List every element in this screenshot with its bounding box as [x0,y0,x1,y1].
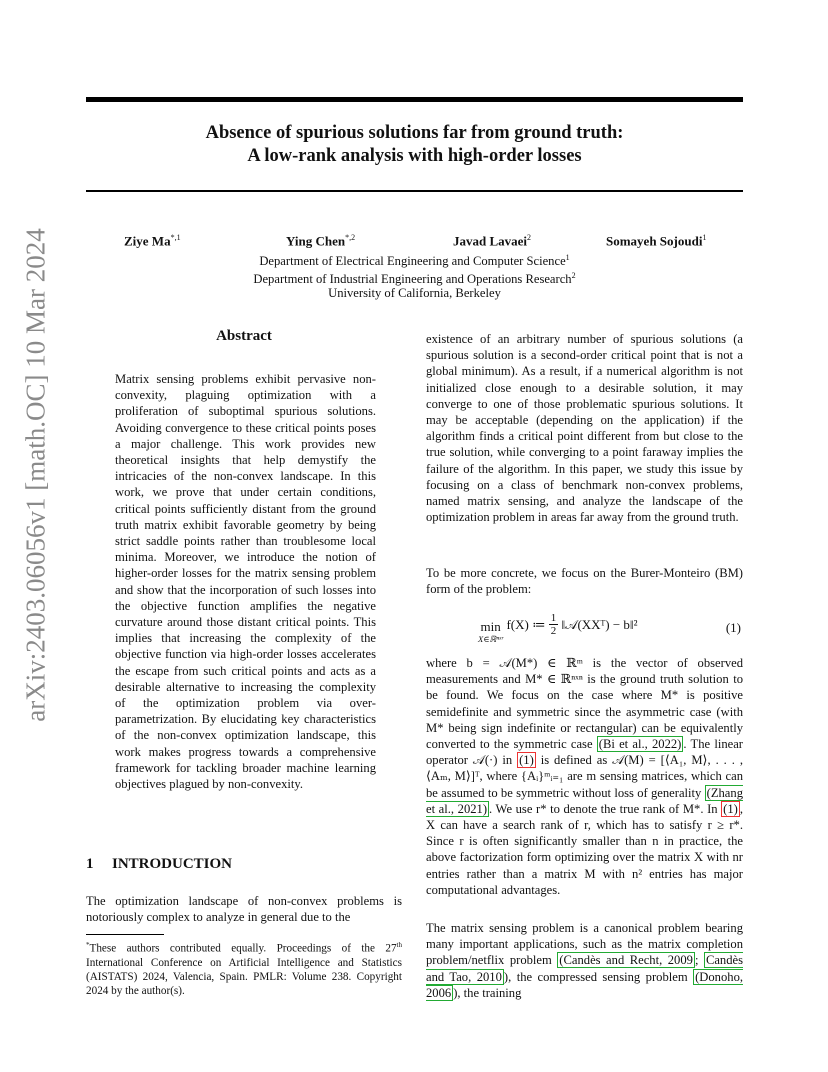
footnote [86,938,402,998]
author-affiliation-mark: *,2 [345,233,356,242]
author-4 [606,233,706,249]
col2-paragraph-1: existence of an arbitrary number of spurious solutions (a spurious solution is a second-order critical point that is not a global minimum). As a result, if a numerical algorithm is not initialized close enough to a desirable solution, it may converge to one of those problematic spurious solutions. It may be acceptable (depending on the application) if the algorithm finds a critical point different from but close to the true solution, while converging to a point faraway implies the failure of the algorithm. In this paper, we study this issue by focusing on a class of benchmark non-convex problems, named matrix sensing, and analyze the landscape of the optimization problem in areas far away from the ground truth. [426,332,743,525]
paper-title [86,122,743,168]
author-3 [453,233,531,249]
author-affiliation-mark: 1 [702,233,707,242]
intro-paragraph: The optimization landscape of non-convex problems is notoriously complex to analyze in general due to the [86,894,402,925]
text-run: , X can have a search rank of r, which has to satisfy r ≥ r*. Since r is often significantly smaller than n in practice, the above factorization form optimizing over the matrix X with nr entries rather than a matrix M with n² entries has major computational advantages. [426,801,744,897]
footnote-rule [86,934,164,935]
equation-fraction [549,612,559,637]
equation-number: (1) [725,620,741,635]
fraction-denominator: 2 [550,625,557,637]
author-2 [286,233,355,249]
author-name: Ziye Ma [124,233,171,249]
author-1 [124,233,181,249]
title-line-2: A low-rank analysis with high-order losses [247,146,582,166]
title-bottom-rule [86,190,743,192]
citation-link[interactable]: (Zhang et al., 2021) [426,785,743,816]
abstract-text: Matrix sensing problems exhibit pervasive non-convexity, plaguing optimization with a proliferation of suboptimal spurious solutions. Avoiding convergence to these critical points poses a major challenge. This work provides new theoretical insights that help demystify the intricacies of the non-convex landscape. In this work, we prove that under certain conditions, critical points sufficiently distant from the ground truth matrix exhibit favorable geometry by being strict saddle points rather than troublesome local minima. Moreover, we introduce the notion of higher-order losses for the matrix sensing problem and show that the incorporation of such losses into the objective function amplifies the negative curvature around those distant critical points. This implies that increasing the complexity of the objective function via high-order losses accelerates the escape from such critical points and acts as a desirable alternative to increasing the complexity of the optimization problem via over-parametrization. By elucidating key characteristics of the non-convex optimization landscape, this work makes progress towards a comprehensive framework for tackling broader machine learning objectives plagued by non-convexity. [115,372,376,792]
section-number: 1 [86,856,94,872]
equation-1 [426,610,743,644]
col2-paragraph-4 [426,920,743,1001]
citation-link[interactable]: Candès and Tao, 2010 [426,953,744,984]
author-affiliation-mark: *,1 [170,233,181,242]
author-affiliation-mark: 2 [527,233,532,242]
equation-min: min [480,619,501,634]
citation-link[interactable]: (Bi et al., 2022) [598,737,682,752]
title-line-1: Absence of spurious solutions far from ground truth: [205,123,624,143]
section-title: INTRODUCTION [112,856,233,872]
equation-rhs: ‖𝒜(XXᵀ) − b‖² [561,616,638,632]
footnote-text-1: These authors contributed equally. Proceedings of the 27 [89,942,397,955]
affiliation-text: Department of Electrical Engineering and Computer Science [259,254,566,269]
citation-link[interactable]: (Candès and Recht, 2009 [559,953,693,968]
text-run: is defined as 𝒜(M) = [⟨A₁, M⟩, . . . , ⟨Aₘ, M⟩]ᵀ, where {Aᵢ}ᵐᵢ₌₁ are m sensing matrices, which can be assumed to be symmetric without loss of generality [426,753,743,800]
citation-link[interactable]: (Donoho, 2006 [426,969,744,1000]
text-run: where b = 𝒜(M*) ∈ ℝᵐ is the vector of observed measurements and M* ∈ ℝⁿˣⁿ is the ground truth solution to be found. We focus on the case where M* is positive semidefinite and symmetric since the asymmetric case (with M* being sign indefinite or rectangular) can be equivalently converted to the symmetric case [426,656,743,752]
top-rule [86,97,743,102]
col2-paragraph-2: To be more concrete, we focus on the Burer-Monteiro (BM) form of the problem: [426,566,743,597]
footnote-marker: * [86,941,90,949]
fraction-numerator: 1 [550,612,557,624]
text-run: ; [694,953,704,968]
equation-ref-link[interactable]: (1) [519,753,534,768]
author-name: Ying Chen [286,233,346,249]
affiliation-3 [86,284,743,302]
col2-paragraph-3 [426,655,743,898]
equation-ref-link[interactable]: (1) [723,801,738,816]
equation-min-operator [478,612,503,644]
affiliation-mark: 2 [571,271,576,280]
affiliation-text: Department of Industrial Engineering and Operations Research [253,272,572,287]
text-run: . The linear operator 𝒜(·) in [426,737,743,768]
text-run: ), the training [453,985,522,1000]
author-name: Somayeh Sojoudi [606,233,703,249]
footnote-ordinal: th [396,941,402,949]
text-run: ), the compressed sensing problem [503,969,694,984]
footnote-text-2: International Conference on Artificial Intelligence and Statistics (AISTATS) 2024, Valencia, Spain. PMLR: Volume 238. Copyright 2024 by the author(s). [86,956,402,997]
author-name: Javad Lavaei [453,233,528,249]
arxiv-stamp: arXiv:2403.06056v1 [math.OC] 10 Mar 2024 [20,228,51,722]
affiliation-text: University of California, Berkeley [328,286,501,300]
abstract-heading: Abstract [216,328,272,344]
equation-lhs: f(X) ≔ [506,616,546,632]
text-run: The matrix sensing problem is a canonical problem bearing many important applications, such as the matrix completion problem/netflix problem [426,921,743,968]
affiliation-mark: 1 [565,253,570,262]
equation-min-subscript: X∈ℝⁿˣʳ [478,634,504,644]
section-heading [86,856,232,873]
text-run: . We use r* to denote the true rank of M*. In [489,801,722,816]
